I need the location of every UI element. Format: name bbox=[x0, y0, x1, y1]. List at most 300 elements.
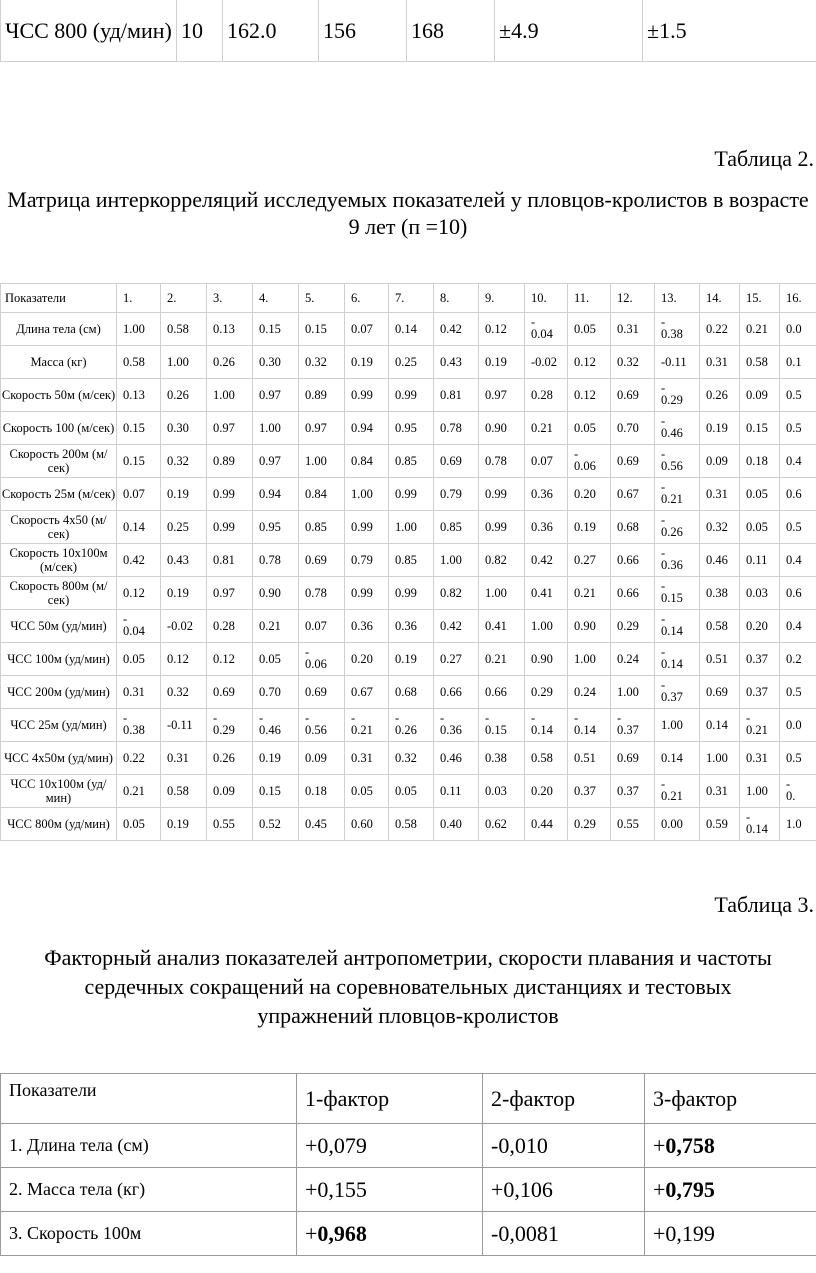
matrix-cell: 0.32 bbox=[700, 511, 740, 544]
matrix-cell: 0.84 bbox=[299, 478, 345, 511]
matrix-cell: 0.11 bbox=[434, 775, 479, 808]
matrix-cell: 0.09 bbox=[740, 379, 780, 412]
matrix-cell: - 0.14 bbox=[655, 610, 700, 643]
matrix-cell: 0.82 bbox=[434, 577, 479, 610]
matrix-cell: 0.89 bbox=[207, 445, 253, 478]
matrix-cell: 0.42 bbox=[434, 313, 479, 346]
matrix-cell: - 0.06 bbox=[568, 445, 611, 478]
matrix-cell: - 0.37 bbox=[655, 676, 700, 709]
matrix-cell: 0.70 bbox=[253, 676, 299, 709]
matrix-cell: 0.67 bbox=[611, 478, 655, 511]
table-row bbox=[1, 577, 816, 610]
matrix-cell: 0.51 bbox=[700, 643, 740, 676]
matrix-cell: - 0.38 bbox=[655, 313, 700, 346]
matrix-cell: 1.0 bbox=[780, 808, 816, 841]
matrix-cell: 0.27 bbox=[434, 643, 479, 676]
matrix-cell: 0.05 bbox=[568, 313, 611, 346]
matrix-cell: 0.07 bbox=[299, 610, 345, 643]
matrix-cell: 0.6 bbox=[780, 577, 816, 610]
matrix-cell: 0.21 bbox=[740, 313, 780, 346]
matrix-cell: - 0.36 bbox=[655, 544, 700, 577]
matrix-cell: 0.58 bbox=[389, 808, 434, 841]
matrix-cell: 0.37 bbox=[611, 775, 655, 808]
matrix-cell: 0.69 bbox=[700, 676, 740, 709]
matrix-cell: 1.00 bbox=[700, 742, 740, 775]
matrix-cell: - 0.15 bbox=[479, 709, 525, 742]
table-row bbox=[1, 709, 816, 742]
matrix-cell: 0.18 bbox=[299, 775, 345, 808]
matrix-cell: 0.20 bbox=[568, 478, 611, 511]
row-label: 3. Скорость 100м bbox=[1, 1212, 297, 1256]
matrix-cell: 0.89 bbox=[299, 379, 345, 412]
matrix-cell: 0.00 bbox=[655, 808, 700, 841]
matrix-cell: 0.52 bbox=[253, 808, 299, 841]
matrix-cell: 0.36 bbox=[525, 511, 568, 544]
matrix-cell: 0.31 bbox=[740, 742, 780, 775]
matrix-cell: 0.2 bbox=[780, 643, 816, 676]
table-row bbox=[1, 742, 816, 775]
table-row bbox=[1, 313, 816, 346]
matrix-cell: 0.0 bbox=[780, 709, 816, 742]
matrix-cell: 0.85 bbox=[389, 544, 434, 577]
matrix-cell: 0.29 bbox=[525, 676, 568, 709]
matrix-cell: 0.15 bbox=[740, 412, 780, 445]
matrix-cell: 1.00 bbox=[207, 379, 253, 412]
matrix-cell: 0.99 bbox=[207, 478, 253, 511]
matrix-cell: - 0.04 bbox=[117, 610, 161, 643]
matrix-cell: 0.58 bbox=[161, 313, 207, 346]
column-header: 2-фактор bbox=[483, 1074, 645, 1124]
table-row bbox=[1, 544, 816, 577]
matrix-cell: 0.26 bbox=[207, 346, 253, 379]
matrix-cell: 0.43 bbox=[161, 544, 207, 577]
matrix-cell: 0.12 bbox=[568, 379, 611, 412]
column-header: 2. bbox=[161, 284, 207, 313]
matrix-cell: 0.31 bbox=[611, 313, 655, 346]
row-label: ЧСС 25м (уд/мин) bbox=[1, 709, 117, 742]
matrix-cell: 0.32 bbox=[299, 346, 345, 379]
column-header: 1-фактор bbox=[297, 1074, 483, 1124]
matrix-cell: 0.14 bbox=[117, 511, 161, 544]
matrix-cell: 0.5 bbox=[780, 676, 816, 709]
table-row bbox=[1, 1124, 816, 1168]
matrix-cell: 0.59 bbox=[700, 808, 740, 841]
matrix-cell: 0.05 bbox=[740, 478, 780, 511]
matrix-cell: 0.4 bbox=[780, 445, 816, 478]
table-cell: ЧСС 800 (уд/мин) bbox=[1, 0, 177, 62]
row-label: ЧСС 800м (уд/мин) bbox=[1, 808, 117, 841]
matrix-cell: - 0.06 bbox=[299, 643, 345, 676]
column-header: 14. bbox=[700, 284, 740, 313]
matrix-cell: 0.60 bbox=[345, 808, 389, 841]
matrix-cell: 0.55 bbox=[207, 808, 253, 841]
matrix-cell: 0.69 bbox=[299, 544, 345, 577]
column-header: 9. bbox=[479, 284, 525, 313]
matrix-cell: - 0.56 bbox=[655, 445, 700, 478]
table-cell: 156 bbox=[319, 0, 407, 62]
matrix-cell: - 0.14 bbox=[655, 643, 700, 676]
matrix-cell: 0.90 bbox=[568, 610, 611, 643]
factor-cell: +0,758 bbox=[645, 1124, 816, 1168]
matrix-cell: 0.37 bbox=[740, 676, 780, 709]
matrix-cell: -0.11 bbox=[161, 709, 207, 742]
matrix-cell: 0.66 bbox=[611, 544, 655, 577]
matrix-cell: 0.15 bbox=[117, 412, 161, 445]
matrix-cell: 0.30 bbox=[253, 346, 299, 379]
factor-cell: +0,968 bbox=[297, 1212, 483, 1256]
matrix-cell: 0.19 bbox=[479, 346, 525, 379]
matrix-cell: 0.19 bbox=[253, 742, 299, 775]
matrix-cell: - 0.15 bbox=[655, 577, 700, 610]
matrix-cell: 0.58 bbox=[161, 775, 207, 808]
column-header: 12. bbox=[611, 284, 655, 313]
matrix-cell: 0.21 bbox=[568, 577, 611, 610]
matrix-cell: 0.69 bbox=[299, 676, 345, 709]
matrix-cell: 0.81 bbox=[434, 379, 479, 412]
factor-cell: +0,795 bbox=[645, 1168, 816, 1212]
row-label: ЧСС 50м (уд/мин) bbox=[1, 610, 117, 643]
matrix-cell: 0.15 bbox=[117, 445, 161, 478]
correlation-matrix-table bbox=[0, 283, 816, 841]
matrix-cell: 0.22 bbox=[117, 742, 161, 775]
matrix-cell: 0.1 bbox=[780, 346, 816, 379]
matrix-cell: - 0.46 bbox=[253, 709, 299, 742]
matrix-cell: 0.38 bbox=[700, 577, 740, 610]
column-header: 3-фактор bbox=[645, 1074, 816, 1124]
matrix-cell: 0.69 bbox=[611, 445, 655, 478]
matrix-cell: 0.07 bbox=[345, 313, 389, 346]
matrix-cell: 0.5 bbox=[780, 742, 816, 775]
matrix-cell: 0.19 bbox=[345, 346, 389, 379]
table-header-row bbox=[1, 1074, 816, 1124]
table-row bbox=[1, 643, 816, 676]
matrix-cell: 0.46 bbox=[700, 544, 740, 577]
matrix-cell: 0.31 bbox=[345, 742, 389, 775]
matrix-cell: 0.85 bbox=[434, 511, 479, 544]
matrix-cell: 0.09 bbox=[207, 775, 253, 808]
table-row bbox=[1, 478, 816, 511]
row-label: Скорость 200м (м/сек) bbox=[1, 445, 117, 478]
matrix-cell: 0.81 bbox=[207, 544, 253, 577]
matrix-cell: 0.31 bbox=[161, 742, 207, 775]
matrix-cell: 0.69 bbox=[434, 445, 479, 478]
matrix-cell: 0.68 bbox=[611, 511, 655, 544]
table-row bbox=[1, 775, 816, 808]
matrix-cell: 0.97 bbox=[253, 379, 299, 412]
matrix-cell: 0.4 bbox=[780, 544, 816, 577]
table-row bbox=[1, 412, 816, 445]
column-header: 4. bbox=[253, 284, 299, 313]
column-header: 1. bbox=[117, 284, 161, 313]
matrix-cell: 0.84 bbox=[345, 445, 389, 478]
matrix-cell: 0.97 bbox=[479, 379, 525, 412]
matrix-cell: 0.66 bbox=[611, 577, 655, 610]
matrix-cell: 0.21 bbox=[117, 775, 161, 808]
matrix-cell: 0.70 bbox=[611, 412, 655, 445]
matrix-cell: 0.36 bbox=[345, 610, 389, 643]
matrix-cell: 0.27 bbox=[568, 544, 611, 577]
matrix-cell: - 0. bbox=[780, 775, 816, 808]
matrix-cell: 0.31 bbox=[700, 478, 740, 511]
matrix-cell: 0.13 bbox=[117, 379, 161, 412]
matrix-cell: 0.97 bbox=[299, 412, 345, 445]
column-header: 3. bbox=[207, 284, 253, 313]
factor-analysis-table bbox=[0, 1073, 816, 1256]
matrix-cell: 0.42 bbox=[525, 544, 568, 577]
table-row bbox=[1, 808, 816, 841]
table-row bbox=[1, 346, 816, 379]
column-header: 16. bbox=[780, 284, 816, 313]
table-row bbox=[1, 445, 816, 478]
column-header: 13. bbox=[655, 284, 700, 313]
matrix-cell: 0.13 bbox=[207, 313, 253, 346]
table-row bbox=[1, 379, 816, 412]
row-label: 2. Масса тела (кг) bbox=[1, 1168, 297, 1212]
matrix-cell: - 0.37 bbox=[611, 709, 655, 742]
matrix-cell: 0.45 bbox=[299, 808, 345, 841]
factor-cell: -0,010 bbox=[483, 1124, 645, 1168]
matrix-cell: 0.05 bbox=[117, 808, 161, 841]
matrix-cell: -0.02 bbox=[525, 346, 568, 379]
header-label: Показатели bbox=[1, 1074, 297, 1124]
factor-cell: -0,0081 bbox=[483, 1212, 645, 1256]
matrix-cell: 0.4 bbox=[780, 610, 816, 643]
matrix-cell: - 0.46 bbox=[655, 412, 700, 445]
matrix-cell: 0.03 bbox=[479, 775, 525, 808]
matrix-cell: 0.38 bbox=[479, 742, 525, 775]
matrix-cell: 0.19 bbox=[161, 478, 207, 511]
matrix-cell: 0.15 bbox=[253, 313, 299, 346]
matrix-cell: 1.00 bbox=[740, 775, 780, 808]
matrix-cell: 0.37 bbox=[568, 775, 611, 808]
row-label: 1. Длина тела (см) bbox=[1, 1124, 297, 1168]
table-cell: 162.0 bbox=[223, 0, 319, 62]
matrix-cell: - 0.26 bbox=[389, 709, 434, 742]
matrix-cell: 0.32 bbox=[161, 445, 207, 478]
matrix-cell: 0.31 bbox=[700, 346, 740, 379]
row-label: Скорость 10х100м (м/сек) bbox=[1, 544, 117, 577]
matrix-cell: - 0.14 bbox=[568, 709, 611, 742]
matrix-cell: 0.26 bbox=[161, 379, 207, 412]
matrix-cell: 1.00 bbox=[389, 511, 434, 544]
matrix-cell: - 0.56 bbox=[299, 709, 345, 742]
matrix-cell: 0.5 bbox=[780, 379, 816, 412]
matrix-cell: 0.68 bbox=[389, 676, 434, 709]
matrix-cell: 0.99 bbox=[479, 511, 525, 544]
row-label: ЧСС 200м (уд/мин) bbox=[1, 676, 117, 709]
matrix-cell: 0.30 bbox=[161, 412, 207, 445]
matrix-cell: 0.15 bbox=[299, 313, 345, 346]
column-header: 7. bbox=[389, 284, 434, 313]
matrix-cell: 0.09 bbox=[700, 445, 740, 478]
matrix-cell: - 0.21 bbox=[655, 478, 700, 511]
matrix-cell: 0.6 bbox=[780, 478, 816, 511]
matrix-cell: 0.21 bbox=[525, 412, 568, 445]
table3-title: Факторный анализ показателей антропометрии, скорости плавания и частоты сердечных сокращений на соревновательных дистанциях и тестовых упражнений пловцов-кролистов bbox=[44, 945, 772, 1028]
matrix-cell: 0.58 bbox=[700, 610, 740, 643]
column-header: 11. bbox=[568, 284, 611, 313]
matrix-cell: 0.22 bbox=[700, 313, 740, 346]
row-label: Масса (кг) bbox=[1, 346, 117, 379]
matrix-cell: - 0.21 bbox=[655, 775, 700, 808]
matrix-cell: 0.32 bbox=[161, 676, 207, 709]
table3-caption: Таблица 3. bbox=[714, 892, 814, 917]
matrix-cell: 0.94 bbox=[253, 478, 299, 511]
matrix-cell: 0.20 bbox=[525, 775, 568, 808]
table-cell: 10 bbox=[177, 0, 223, 62]
matrix-cell: 0.05 bbox=[389, 775, 434, 808]
matrix-cell: 0.69 bbox=[207, 676, 253, 709]
table-row bbox=[1, 676, 816, 709]
matrix-cell: - 0.21 bbox=[740, 709, 780, 742]
matrix-cell: 0.69 bbox=[611, 742, 655, 775]
matrix-cell: 0.46 bbox=[434, 742, 479, 775]
matrix-cell: 0.97 bbox=[253, 445, 299, 478]
matrix-cell: - 0.29 bbox=[655, 379, 700, 412]
table2-caption: Таблица 2. bbox=[714, 146, 814, 171]
matrix-cell: 0.99 bbox=[345, 379, 389, 412]
matrix-cell: 1.00 bbox=[655, 709, 700, 742]
table-row bbox=[1, 610, 816, 643]
matrix-cell: 0.78 bbox=[253, 544, 299, 577]
matrix-cell: 0.19 bbox=[568, 511, 611, 544]
matrix-cell: 0.43 bbox=[434, 346, 479, 379]
matrix-cell: 0.99 bbox=[389, 478, 434, 511]
matrix-cell: 0.58 bbox=[740, 346, 780, 379]
factor-cell: +0,199 bbox=[645, 1212, 816, 1256]
matrix-cell: 0.26 bbox=[700, 379, 740, 412]
matrix-cell: 0.78 bbox=[299, 577, 345, 610]
matrix-cell: 0.32 bbox=[611, 346, 655, 379]
matrix-cell: 0.12 bbox=[568, 346, 611, 379]
matrix-cell: 0.99 bbox=[345, 511, 389, 544]
matrix-cell: 0.09 bbox=[299, 742, 345, 775]
matrix-cell: 0.41 bbox=[525, 577, 568, 610]
matrix-cell: 0.28 bbox=[207, 610, 253, 643]
table-cell: ±4.9 bbox=[495, 0, 643, 62]
matrix-cell: 0.41 bbox=[479, 610, 525, 643]
matrix-cell: 0.0 bbox=[780, 313, 816, 346]
matrix-cell: 0.51 bbox=[568, 742, 611, 775]
matrix-cell: 0.66 bbox=[479, 676, 525, 709]
matrix-cell: 0.25 bbox=[161, 511, 207, 544]
table2-title: Матрица интеркорреляций исследуемых показателей у пловцов-кролистов в возрасте 9 лет (п =10) bbox=[7, 187, 809, 239]
matrix-cell: 0.19 bbox=[700, 412, 740, 445]
matrix-cell: 1.00 bbox=[117, 313, 161, 346]
matrix-cell: 0.31 bbox=[700, 775, 740, 808]
matrix-cell: 1.00 bbox=[611, 676, 655, 709]
matrix-cell: 0.5 bbox=[780, 511, 816, 544]
matrix-cell: 0.05 bbox=[117, 643, 161, 676]
matrix-cell: 0.21 bbox=[479, 643, 525, 676]
matrix-cell: 0.37 bbox=[740, 643, 780, 676]
matrix-cell: 0.29 bbox=[568, 808, 611, 841]
matrix-cell: 0.36 bbox=[389, 610, 434, 643]
matrix-cell: 0.82 bbox=[479, 544, 525, 577]
matrix-cell: 1.00 bbox=[299, 445, 345, 478]
column-header: 10. bbox=[525, 284, 568, 313]
matrix-cell: 0.85 bbox=[299, 511, 345, 544]
matrix-cell: 0.18 bbox=[740, 445, 780, 478]
matrix-cell: 0.94 bbox=[345, 412, 389, 445]
column-header: 8. bbox=[434, 284, 479, 313]
matrix-cell: 1.00 bbox=[479, 577, 525, 610]
matrix-cell: 0.97 bbox=[207, 412, 253, 445]
matrix-cell: 0.99 bbox=[389, 577, 434, 610]
matrix-cell: 0.20 bbox=[345, 643, 389, 676]
matrix-cell: 0.40 bbox=[434, 808, 479, 841]
table-row bbox=[1, 511, 816, 544]
matrix-cell: 0.05 bbox=[253, 643, 299, 676]
row-label: ЧСС 100м (уд/мин) bbox=[1, 643, 117, 676]
matrix-cell: 0.12 bbox=[479, 313, 525, 346]
matrix-cell: 1.00 bbox=[568, 643, 611, 676]
matrix-cell: 0.25 bbox=[389, 346, 434, 379]
matrix-cell: 0.05 bbox=[568, 412, 611, 445]
matrix-cell: 0.78 bbox=[479, 445, 525, 478]
matrix-cell: 0.36 bbox=[525, 478, 568, 511]
table-header-row bbox=[1, 284, 816, 313]
matrix-cell: 0.31 bbox=[117, 676, 161, 709]
factor-cell: +0,106 bbox=[483, 1168, 645, 1212]
table1-fragment bbox=[0, 0, 816, 62]
matrix-cell: 1.00 bbox=[161, 346, 207, 379]
matrix-cell: - 0.36 bbox=[434, 709, 479, 742]
table-cell: ±1.5 bbox=[643, 0, 816, 62]
matrix-cell: 0.12 bbox=[161, 643, 207, 676]
matrix-cell: 0.99 bbox=[479, 478, 525, 511]
matrix-cell: 0.62 bbox=[479, 808, 525, 841]
matrix-cell: 0.58 bbox=[117, 346, 161, 379]
factor-cell: +0,155 bbox=[297, 1168, 483, 1212]
matrix-cell: 0.20 bbox=[740, 610, 780, 643]
matrix-cell: 0.90 bbox=[479, 412, 525, 445]
matrix-cell: 0.99 bbox=[207, 511, 253, 544]
matrix-cell: 0.5 bbox=[780, 412, 816, 445]
row-label: Скорость 100 (м/сек) bbox=[1, 412, 117, 445]
matrix-cell: - 0.14 bbox=[525, 709, 568, 742]
matrix-cell: - 0.26 bbox=[655, 511, 700, 544]
matrix-cell: 0.21 bbox=[253, 610, 299, 643]
column-header: 15. bbox=[740, 284, 780, 313]
matrix-cell: 0.05 bbox=[740, 511, 780, 544]
matrix-cell: 0.14 bbox=[389, 313, 434, 346]
matrix-cell: 0.26 bbox=[207, 742, 253, 775]
table-row bbox=[1, 1168, 816, 1212]
matrix-cell: 0.66 bbox=[434, 676, 479, 709]
row-label: ЧСС 10х100м (уд/мин) bbox=[1, 775, 117, 808]
table-cell: 168 bbox=[407, 0, 495, 62]
matrix-cell: 0.95 bbox=[389, 412, 434, 445]
row-label: Скорость 25м (м/сек) bbox=[1, 478, 117, 511]
matrix-cell: 0.19 bbox=[389, 643, 434, 676]
matrix-cell: 0.12 bbox=[117, 577, 161, 610]
table-row bbox=[1, 0, 816, 62]
matrix-cell: 0.11 bbox=[740, 544, 780, 577]
matrix-cell: - 0.21 bbox=[345, 709, 389, 742]
matrix-cell: 1.00 bbox=[434, 544, 479, 577]
matrix-cell: - 0.14 bbox=[740, 808, 780, 841]
matrix-cell: 0.42 bbox=[117, 544, 161, 577]
matrix-cell: 0.19 bbox=[161, 808, 207, 841]
matrix-cell: 0.42 bbox=[434, 610, 479, 643]
matrix-cell: 0.44 bbox=[525, 808, 568, 841]
matrix-cell: 1.00 bbox=[253, 412, 299, 445]
matrix-cell: 1.00 bbox=[525, 610, 568, 643]
row-label: Скорость 50м (м/сек) bbox=[1, 379, 117, 412]
matrix-cell: 0.55 bbox=[611, 808, 655, 841]
matrix-cell: -0.02 bbox=[161, 610, 207, 643]
